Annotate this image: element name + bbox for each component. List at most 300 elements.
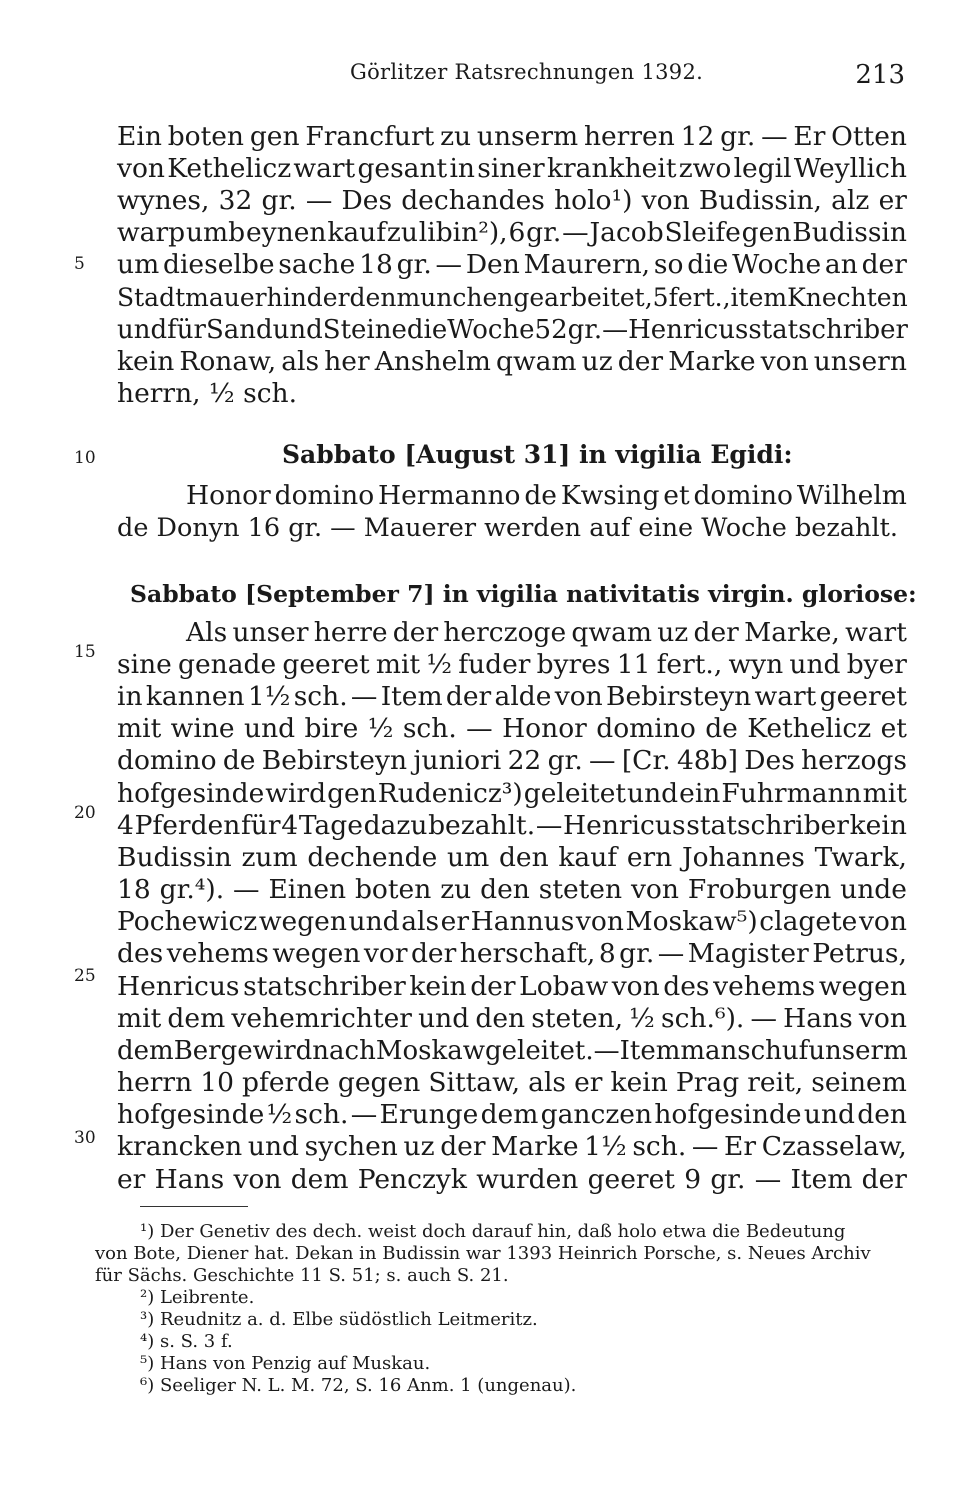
word: den — [857, 1099, 907, 1130]
word: Steine — [322, 315, 407, 345]
word: zwo — [678, 153, 732, 184]
word: Henricus — [563, 810, 686, 841]
word: kauf — [558, 842, 618, 873]
word: — — [466, 713, 493, 744]
word: bezahlt. — [428, 810, 536, 841]
word: Prag — [675, 1067, 740, 1098]
word: hofgesinde — [117, 778, 265, 809]
text-line — [117, 713, 907, 745]
word: unde — [840, 874, 907, 905]
word: von — [760, 346, 809, 377]
text-line — [117, 681, 907, 713]
word: 9 — [684, 1164, 702, 1195]
word: alde — [494, 681, 552, 712]
word: herrn — [117, 1067, 193, 1098]
word: umb — [185, 217, 246, 248]
word: Tage — [298, 810, 363, 841]
text-line — [117, 1164, 907, 1196]
word: und — [244, 713, 296, 744]
word: — — [761, 121, 788, 152]
word: 11 — [616, 649, 651, 680]
word: in — [117, 681, 143, 712]
word: — — [350, 681, 378, 712]
text-line — [117, 1035, 907, 1067]
word: wegen — [818, 971, 907, 1002]
word: des — [663, 971, 710, 1002]
word: Czasselaw, — [761, 1131, 907, 1162]
word: und — [117, 315, 168, 345]
footnote-rule — [140, 1206, 248, 1207]
word: Froburgen — [687, 874, 832, 905]
word: und — [348, 906, 400, 937]
text-line — [117, 906, 907, 938]
page-number: 213 — [855, 60, 905, 90]
word: wird — [265, 778, 327, 809]
word: Marke — [491, 1131, 579, 1162]
text-line — [117, 217, 907, 249]
word: und — [272, 315, 323, 345]
word: zu — [440, 874, 472, 905]
word: Wilhelm — [796, 480, 907, 511]
word: geeret — [819, 681, 907, 712]
word: und — [803, 1099, 855, 1130]
word: boten — [354, 874, 432, 905]
word: als — [281, 346, 320, 377]
word: Jacob — [589, 217, 664, 248]
word: und — [627, 778, 679, 809]
word: 10 — [200, 1067, 234, 1098]
word: domino — [274, 480, 375, 511]
footnote: ⁵) Hans von Penzig auf Muskau. — [140, 1353, 431, 1374]
word: von — [554, 681, 603, 712]
word: um — [447, 842, 490, 873]
word: Sittaw, — [428, 1067, 521, 1098]
word: gr. — [710, 1164, 746, 1195]
footnote: ²) Leibrente. — [140, 1287, 255, 1308]
word: kein — [849, 810, 907, 841]
word: 4 — [281, 810, 299, 841]
word: genade — [178, 649, 277, 680]
word: Sand — [205, 315, 273, 345]
word: Item — [619, 1036, 681, 1066]
word: er — [117, 1164, 146, 1195]
word: sch.⁶). — [661, 1003, 745, 1034]
word: dem — [290, 1164, 349, 1195]
line-number: 5 — [74, 254, 85, 274]
word: Fuhrmann — [721, 778, 862, 809]
word: der — [617, 346, 664, 377]
word: unserm — [476, 121, 579, 152]
text-line — [117, 249, 907, 281]
word: fuder — [458, 649, 531, 680]
word: reit, — [747, 1067, 804, 1098]
text-line — [117, 1003, 907, 1035]
text-line — [117, 938, 907, 970]
word: et — [663, 480, 690, 511]
word: steten, — [531, 1003, 624, 1034]
word: wynes, — [117, 185, 210, 216]
word: gr. — [261, 185, 297, 216]
word: Des — [341, 185, 393, 216]
word: — — [233, 874, 260, 905]
word: von — [858, 1003, 907, 1034]
word: ½ — [629, 1003, 655, 1034]
word: gr.⁴). — [159, 874, 225, 905]
word: juniori — [413, 745, 502, 776]
word: wine — [170, 713, 235, 744]
word: dem — [480, 1099, 539, 1130]
footnote: von Bote, Diener hat. Dekan in Budissin war 1393 Heinrich Porsche, s. Neues Archiv — [95, 1243, 871, 1264]
word: — — [589, 745, 616, 776]
word: — — [754, 1164, 782, 1195]
word: eynen — [245, 217, 327, 248]
text-line — [117, 346, 907, 378]
text-line — [117, 971, 907, 1003]
word: Maurern, — [523, 249, 651, 280]
word: Erunge — [379, 1099, 479, 1130]
word: Bebirsteyn — [261, 745, 408, 776]
word: warp — [117, 217, 186, 248]
text-line — [117, 810, 907, 842]
word: gegen — [337, 1067, 421, 1098]
word: und — [418, 1003, 470, 1034]
word: herre — [313, 617, 388, 648]
word: von — [575, 906, 624, 937]
word: kannen — [145, 681, 245, 712]
footnote: ¹) Der Genetiv des dech. weist doch darauf hin, daß holo etwa die Bedeutung — [140, 1221, 846, 1242]
word: Berge — [173, 1036, 253, 1066]
running-header: Görlitzer Ratsrechnungen 1392. — [350, 60, 704, 84]
word: geeret — [587, 1164, 675, 1195]
word: der — [693, 617, 739, 648]
word: kein — [117, 346, 175, 377]
word: legil — [733, 153, 792, 184]
word: herczoge — [443, 617, 567, 648]
word: der — [470, 971, 516, 1002]
word: unserm — [808, 1036, 908, 1066]
word: Johannes — [681, 842, 805, 873]
word: zum — [241, 842, 298, 873]
word: alz — [831, 185, 870, 216]
line-number: 20 — [74, 803, 96, 823]
word: Pochewicz — [117, 906, 258, 937]
word: libin²), — [418, 217, 508, 248]
word: die — [406, 315, 448, 345]
word: mit — [375, 649, 421, 680]
word: mit — [117, 713, 162, 744]
text-line — [117, 842, 907, 874]
text-line: de Donyn 16 gr. — Mauerer werden auf eine Woche bezahlt. — [117, 513, 898, 543]
word: Hans — [154, 1164, 225, 1195]
word: der — [410, 938, 457, 969]
word: 18 — [359, 249, 393, 280]
text-line — [186, 480, 907, 512]
word: Hermanno — [378, 480, 521, 511]
footnote: ⁶) Seeliger N. L. M. 72, S. 16 Anm. 1 (ungenau). — [140, 1375, 577, 1396]
word: zu — [440, 121, 472, 152]
word: zu — [386, 217, 418, 248]
word: unser — [232, 617, 309, 648]
word: wyn — [728, 649, 784, 680]
word: Petrus, — [812, 938, 907, 969]
word: der — [440, 1131, 486, 1162]
word: sch. — [402, 713, 457, 744]
word: Sleife — [664, 217, 741, 248]
word: den — [498, 842, 549, 873]
word: dechandes — [401, 185, 545, 216]
word: — — [593, 1036, 620, 1066]
word: — — [350, 1099, 378, 1130]
word: uz — [581, 346, 613, 377]
word: herren — [583, 121, 675, 152]
word: dem — [117, 1036, 174, 1066]
word: ein — [679, 778, 721, 809]
word: die — [687, 249, 729, 280]
word: de — [524, 480, 557, 511]
text-line — [117, 1099, 907, 1131]
word: den — [480, 874, 530, 905]
word: Twark, — [814, 842, 907, 873]
word: Marke, — [744, 617, 840, 648]
word: Bebirsteyn — [606, 681, 752, 712]
word: Francfurt — [305, 121, 435, 152]
word: 6 — [508, 217, 526, 248]
word: kein — [610, 1067, 668, 1098]
word: herschaft, — [459, 938, 596, 969]
word: byer — [846, 649, 907, 680]
word: Budissin, — [698, 185, 822, 216]
text-line — [117, 874, 907, 906]
word: hofgesinde — [117, 1099, 265, 1130]
section-heading: Sabbato [August 31] in vigilia Egidi: — [282, 440, 793, 469]
word: mit — [117, 1003, 162, 1034]
word: gesant — [357, 153, 448, 184]
word: gen — [249, 121, 300, 152]
word: der — [861, 1164, 907, 1195]
word: et — [880, 713, 907, 744]
word: Item — [790, 1164, 853, 1195]
word: sine — [117, 649, 172, 680]
word: wart — [293, 153, 356, 184]
word: statschriber — [748, 315, 908, 345]
word: 5 — [652, 283, 669, 312]
word: — — [562, 217, 589, 248]
word: 1½ — [584, 1131, 627, 1162]
word: wurden — [476, 1164, 579, 1195]
word: Pferden — [134, 810, 241, 841]
word: krancken — [117, 1131, 243, 1162]
word: wart — [845, 617, 907, 648]
word: vehemrichter — [231, 1003, 412, 1034]
word: Budissin — [792, 217, 907, 248]
word: — — [535, 810, 563, 841]
word: Lobaw — [519, 971, 609, 1002]
word: wegen — [272, 938, 361, 969]
word: Rudenicz³) — [377, 778, 523, 809]
word: Hannus — [470, 906, 575, 937]
word: gr. — [396, 249, 432, 280]
word: herzogs — [801, 745, 907, 776]
word: 12 — [680, 121, 715, 152]
word: Des — [744, 745, 795, 776]
word: ½ — [426, 649, 453, 680]
word: der — [392, 617, 439, 648]
text-line — [117, 745, 907, 777]
word: Ein — [117, 121, 162, 152]
word: wird — [252, 1036, 313, 1066]
text-line — [186, 617, 907, 649]
word: von — [611, 971, 660, 1002]
footnote: ⁴) s. S. 3 f. — [140, 1331, 233, 1352]
word: — — [435, 249, 463, 280]
word: uz — [657, 617, 689, 648]
word: sache — [278, 249, 356, 280]
word: fert., — [668, 283, 731, 312]
line-number: 30 — [74, 1128, 96, 1148]
text-line — [117, 282, 907, 314]
word: Kethelicz — [167, 153, 292, 184]
word: Woche — [447, 315, 535, 345]
word: statschriber — [243, 971, 406, 1002]
word: gen — [327, 778, 377, 809]
word: — — [305, 185, 333, 216]
word: — — [657, 938, 685, 969]
word: 18 — [117, 874, 151, 905]
word: 1½ — [247, 681, 291, 712]
word: Henricus — [628, 315, 749, 345]
word: für — [240, 810, 281, 841]
word: er — [440, 906, 470, 937]
word: gearbeitet, — [513, 283, 653, 312]
word: boten — [167, 121, 245, 152]
word: von — [858, 906, 907, 937]
word: gr. — [619, 938, 655, 969]
word: sychen — [304, 1131, 398, 1162]
word: gr. — [526, 217, 562, 248]
word: dem — [167, 1003, 226, 1034]
word: vehems — [713, 971, 816, 1002]
word: Marke — [668, 346, 756, 377]
word: Ronaw, — [179, 346, 277, 377]
word: dieselbe — [162, 249, 275, 280]
word: schuf — [737, 1036, 809, 1066]
word: nach — [312, 1036, 376, 1066]
word: gr. — [547, 745, 583, 776]
word: — — [691, 1131, 719, 1162]
word: — — [602, 315, 629, 345]
word: 8 — [598, 938, 616, 969]
word: de — [705, 713, 738, 744]
word: domino — [693, 480, 793, 511]
word: kein — [409, 971, 467, 1002]
word: bire — [304, 713, 359, 744]
word: wegen — [258, 906, 347, 937]
word: Woche — [732, 249, 822, 280]
section-heading: Sabbato [September 7] in vigilia nativitatis virgin. gloriose: — [130, 580, 917, 608]
text-line — [117, 121, 907, 153]
word: an — [824, 249, 858, 280]
word: sch. — [294, 1099, 349, 1130]
word: Budissin — [117, 842, 232, 873]
line-number: 25 — [74, 966, 96, 986]
word: ganczen — [540, 1099, 653, 1130]
word: item — [730, 283, 788, 312]
word: Kwsing — [560, 480, 660, 511]
word: von — [641, 185, 690, 216]
word: dechende — [307, 842, 438, 873]
text-line — [117, 314, 907, 346]
text-line — [117, 1131, 907, 1163]
word: gen — [741, 217, 792, 248]
word: der — [445, 681, 492, 712]
word: munchen — [396, 283, 514, 312]
word: Einen — [268, 874, 347, 905]
word: Honor — [186, 480, 271, 511]
word: geleitet. — [485, 1036, 594, 1066]
word: Kethelicz — [747, 713, 872, 744]
word: geleitet — [523, 778, 627, 809]
word: Magister — [687, 938, 809, 969]
word: Moskaw — [375, 1036, 485, 1066]
word: gr. — [720, 121, 756, 152]
word: geeret — [282, 649, 370, 680]
text-line: herrn, ½ sch. — [117, 378, 298, 409]
word: 4 — [117, 810, 134, 841]
word: domino — [117, 745, 217, 776]
word: Penczyk — [357, 1164, 467, 1195]
word: Item — [380, 681, 443, 712]
word: er — [574, 1067, 603, 1098]
line-number: 10 — [74, 448, 96, 468]
word: sch. — [293, 681, 348, 712]
word: vor — [363, 938, 408, 969]
word: steten — [538, 874, 623, 905]
word: um — [117, 249, 160, 280]
word: Er — [724, 1131, 757, 1162]
word: von — [117, 153, 165, 184]
word: sch. — [632, 1131, 687, 1162]
word: pferde — [242, 1067, 330, 1098]
word: krankheit — [546, 153, 677, 184]
word: als — [528, 1067, 567, 1098]
word: von — [233, 1164, 282, 1195]
word: unsern — [813, 346, 907, 377]
word: so — [653, 249, 684, 280]
word: byres — [536, 649, 611, 680]
word: 52 — [534, 315, 568, 345]
word: und — [247, 1131, 299, 1162]
word: holo¹) — [554, 185, 633, 216]
word: fert., — [656, 649, 723, 680]
word: her — [324, 346, 370, 377]
word: Knechten — [787, 283, 908, 312]
word: 48b] — [676, 745, 738, 776]
word: gr. — [567, 315, 603, 345]
word: domino — [596, 713, 696, 744]
word: als — [401, 906, 440, 937]
word: der — [861, 249, 907, 280]
line-number: 15 — [74, 642, 96, 662]
word: kauf — [327, 217, 387, 248]
word: mit — [862, 778, 907, 809]
word: de — [222, 745, 256, 776]
word: 22 — [507, 745, 542, 776]
word: hinder — [266, 283, 350, 312]
word: [Cr. — [621, 745, 671, 776]
word: vehems — [166, 938, 269, 969]
word: — — [750, 1003, 777, 1034]
word: ern — [626, 842, 673, 873]
